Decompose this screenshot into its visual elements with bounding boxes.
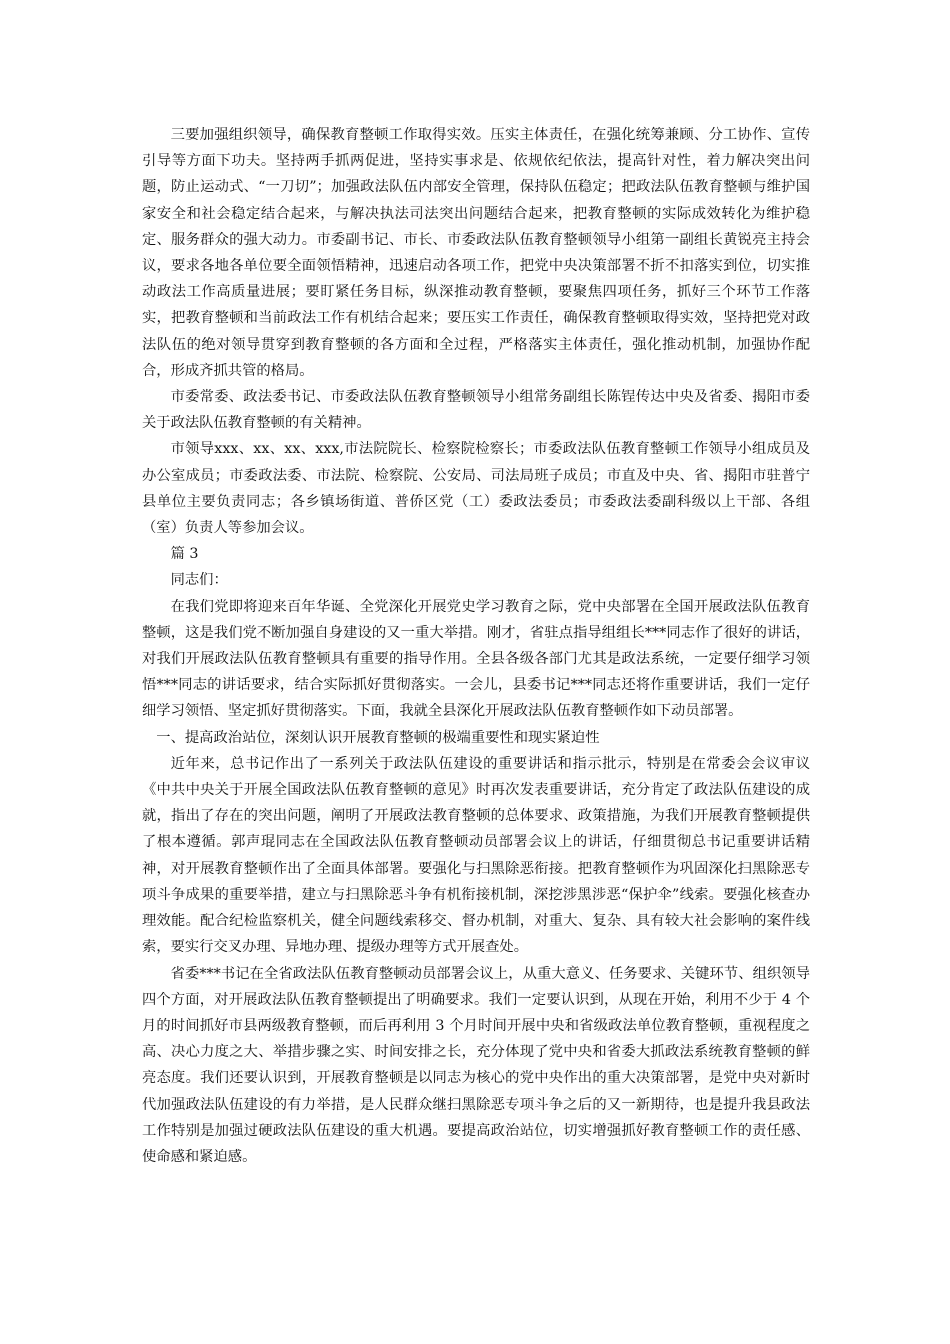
- paragraph-standing-committee: 市委常委、政法委书记、市委政法队伍教育整顿领导小组常务副组长陈锃传达中央及省委、揭阳市委关于政法队伍教育整顿的有关精神。: [142, 389, 810, 432]
- paragraph-recent-years: 近年来，总书记作出了一系列关于政法队伍建设的重要讲话和指示批示，特别是在常委会会议审议《中共中央关于开展全国政法队伍教育整顿的意见》时再次发表重要讲话，充分肯定了政法队伍建设的成就，指出了存在的突出问题，阐明了开展政法教育整顿的总体要求、政策措施，为我们开展教育整顿提供了根本遵循。郭声琨同志在全国政法队伍教育整顿动员部署会议上的讲话，仔细贯彻总书记重要讲话精神，对开展教育整顿作出了全面具体部署。要强化与扫黑除恶衔接。把教育整顿作为巩固深化扫黑除恶专项斗争成果的重要举措，建立与扫黑除恶斗争有机衔接机制，深挖涉黑涉恶“保护伞”线索。要强化核查办理效能。配合纪检监察机关，健全问题线索移交、督办机制，对重大、复杂、具有较大社会影响的案件线索，要实行交叉办理、异地办理、提级办理等方式开展查处。: [142, 755, 810, 956]
- section-heading-part-3: 篇 3: [170, 546, 199, 563]
- section-heading-one: 一、提高政治站位，深刻认识开展教育整顿的极端重要性和现实紧迫性: [156, 729, 600, 746]
- salutation: 同志们：: [170, 572, 228, 589]
- paragraph-attendees: 市领导xxx、xx、xx、xxx,市法院院长、检察院检察长；市委政法队伍教育整顿工作领导小组成员及办公室成员；市委政法委、市法院、检察院、公安局、司法局班子成员；市直及中央、省、揭阳市驻普宁县单位主要负责同志；各乡镇场街道、普侨区党（工）委政法委员；市委政法委副科级以上干部、各组（室）负责人等参加会议。: [142, 441, 810, 537]
- paragraph-provincial-secretary: 省委***书记在全省政法队伍教育整顿动员部署会议上，从重大意义、任务要求、关键环节、组织领导四个方面，对开展政法队伍教育整顿提出了明确要求。我们一定要认识到，从现在开始，利用不少于 4 个月的时间抓好市县两级教育整顿，而后再利用 3 个月时间开展中央和省级政法单位教育整顿，重视程度之高、决心力度之大、举措步骤之实、时间安排之长，充分体现了党中央和省委大抓政法系统教育整顿的鲜亮态度。我们还要认识到，开展教育整顿是以同志为核心的党中央作出的重大决策部署，是党中央对新时代加强政法队伍建设的有力举措，是人民群众继扫黑除恶专项斗争之后的又一新期待，也是提升我县政法工作特别是加强过硬政法队伍建设的重大机遇。要提高政治站位，切实增强抓好教育整顿工作的责任感、使命感和紧迫感。: [142, 965, 810, 1165]
- paragraph-leadership: 三要加强组织领导，确保教育整顿工作取得实效。压实主体责任，在强化统筹兼顾、分工协作、宣传引导等方面下功夫。坚持两手抓两促进，坚持实事求是、依规依纪依法，提高针对性，着力解决突出问题，防止运动式、“一刀切”；加强政法队伍内部安全管理，保持队伍稳定；把政法队伍教育整顿与维护国家安全和社会稳定结合起来，与解决执法司法突出问题结合起来，把教育整顿的实际成效转化为维护稳定、服务群众的强大动力。市委副书记、市长、市委政法队伍教育整顿领导小组第一副组长黄锐亮主持会议，要求各地各单位要全面领悟精神，迅速启动各项工作，把党中央决策部署不折不扣落实到位，切实推动政法工作高质量进展；要盯紧任务目标，纵深推动教育整顿，要聚焦四项任务，抓好三个环节工作落实，把教育整顿和当前政法工作有机结合起来；要压实工作责任，确保教育整顿取得实效，坚持把党对政法队伍的绝对领导贯穿到教育整顿的各方面和全过程，严格落实主体责任，强化推动机制，加强协作配合，形成齐抓共管的格局。: [142, 127, 810, 379]
- paragraph-opening: 在我们党即将迎来百年华诞、全党深化开展党史学习教育之际，党中央部署在全国开展政法队伍教育整顿，这是我们党不断加强自身建设的又一重大举措。刚才，省驻点指导组组长***同志作了很好的讲话，对我们开展政法队伍教育整顿具有重要的指导作用。全县各级各部门尤其是政法系统，一定要仔细学习领悟***同志的讲话要求，结合实际抓好贯彻落实。一会儿，县委书记***同志还将作重要讲话，我们一定仔细学习领悟、坚定抓好贯彻落实。下面，我就全县深化开展政法队伍教育整顿作如下动员部署。: [142, 598, 810, 720]
- document-body: [142, 122, 810, 1170]
